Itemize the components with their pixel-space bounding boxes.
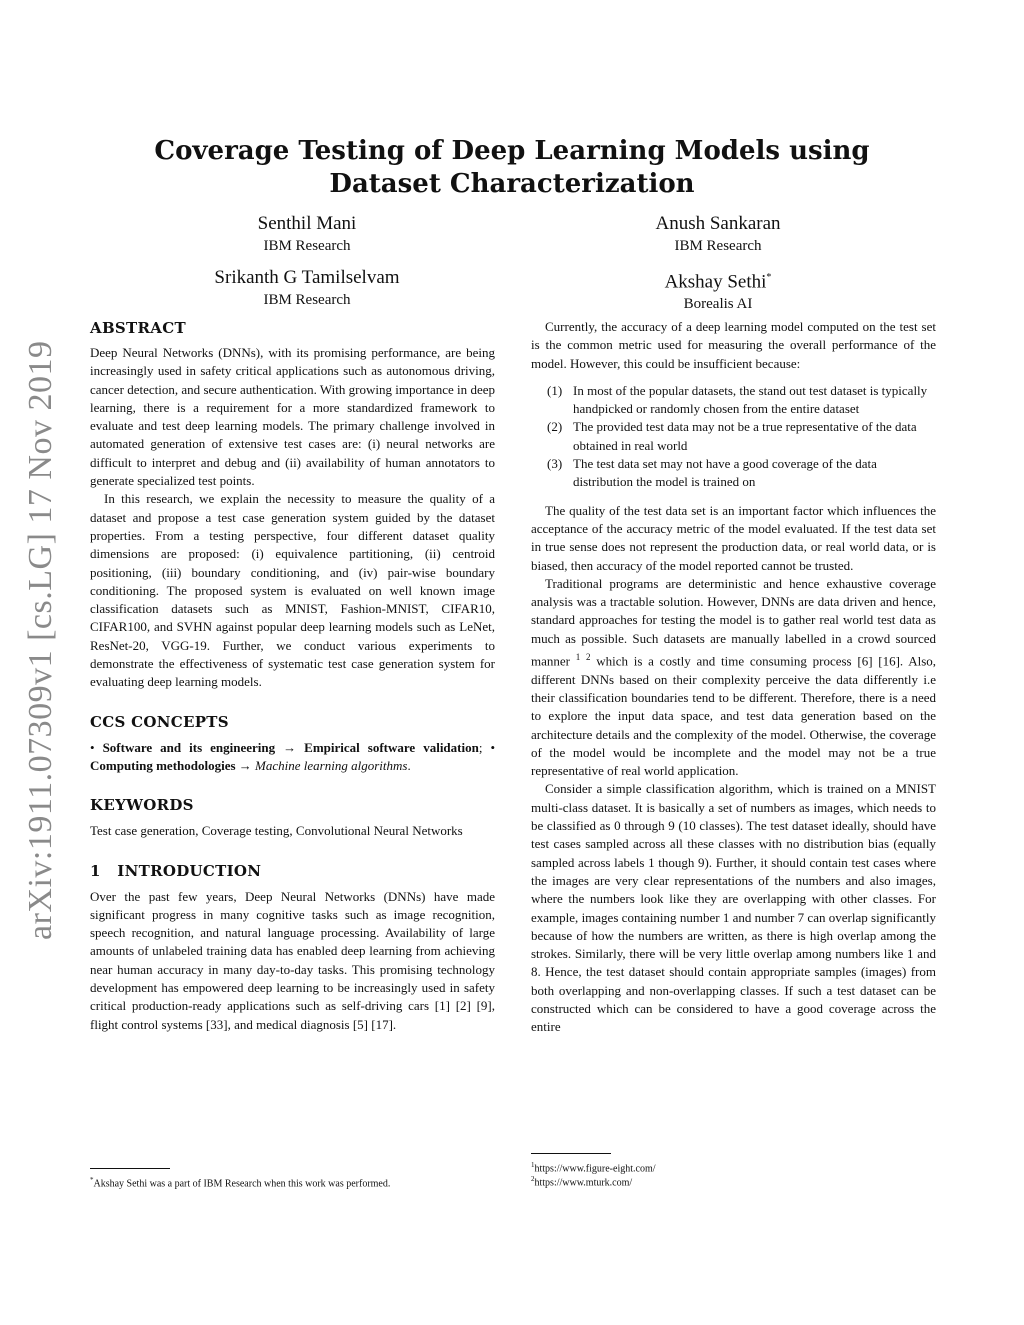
author-affiliation: Borealis AI bbox=[683, 296, 753, 313]
author-block bbox=[177, 213, 437, 256]
list-item-number: (3) bbox=[547, 456, 563, 472]
ccs-concepts-text: • Software and its engineering → Empirical software validation; • Computing methodologies → Machine learning algorithms. bbox=[90, 739, 496, 773]
introduction-paragraph: Over the past few years, Deep Neural Networks (DNNs) have made significant progress in many cognitive tasks such as image recognition, speech recognition, and natural language processing. Availability of large amounts of unlabeled training data has enabled deep learning from achieving near human accuracy in many day-to-day tasks. This promising technology development has empowered deep learning to be increasingly used in safety critical production-ready applications such as self-driving cars [1] [2] [9], flight control systems [33], and medical diagnosis [5] [17]. bbox=[90, 888, 495, 1032]
introduction-heading: 1 INTRODUCTION bbox=[90, 861, 262, 880]
footnote-ref: 2 bbox=[585, 652, 591, 663]
reasons-list bbox=[531, 382, 936, 492]
arxiv-identifier-stamp: arXiv:1911.07309v1 [cs.LG] 17 Nov 2019 bbox=[22, 340, 59, 940]
author-affiliation: IBM Research bbox=[674, 238, 762, 254]
author-affiliation: IBM Research bbox=[263, 292, 351, 308]
author-name: Senthil Mani bbox=[257, 213, 357, 234]
footnote-rule bbox=[531, 1153, 611, 1154]
body-paragraph: The quality of the test data set is an important factor which influences the acceptance of the accuracy metric of the model evaluated. If the test data set in true sense does not represent the production data, or real world data, or is biased, then accuracy of the model reported cannot be trusted. bbox=[531, 502, 936, 573]
author-block bbox=[588, 267, 848, 314]
ccs-concepts-heading: CCS CONCEPTS bbox=[90, 712, 229, 731]
list-item-text: In most of the popular datasets, the stand out test dataset is typically handpicked or randomly chosen from the entire dataset bbox=[573, 382, 928, 417]
list-item-number: (1) bbox=[547, 382, 563, 398]
list-item bbox=[531, 418, 936, 455]
author-block bbox=[588, 213, 848, 256]
footnote-ref: 1 bbox=[575, 652, 581, 663]
list-item bbox=[531, 382, 936, 419]
author-name: Srikanth G Tamilselvam bbox=[214, 267, 400, 288]
footnote: $^1$https://www.figure-eight.com/ bbox=[531, 1161, 656, 1175]
abstract-heading: ABSTRACT bbox=[90, 319, 186, 337]
author-block bbox=[177, 267, 437, 310]
list-item-number: (2) bbox=[547, 419, 563, 435]
keywords-text: Test case generation, Coverage testing, Convolutional Neural Networks bbox=[90, 823, 463, 839]
list-item-text: The provided test data may not be a true representative of the data obtained in real world bbox=[573, 419, 917, 453]
body-paragraph: Consider a simple classification algorithm, which is trained on a MNIST multi-class dataset. It is basically a set of numbers as images, which needs to be classified as 0 through 9 (10 classes). The test dataset ideally, should have test cases sampled across all these classes with no distribution bias (equally sampled across labels 1 though 9). Further, it should contain test cases where the images are very clear representations of the numbers and also images, where the numbers look like they are overlapping with other classes. For example, images containing number 1 and number 7 can overlap significantly because of how the numbers are written, as there is high overlap among the strokes. Similarly, there will be very little overlap among numbers like 1 and 8. Hence, the test dataset should contain appropriate samples (images) from both overlapping and non-overlapping classes. If such a test dataset can be constructed which can be considered to have a good coverage across the entire bbox=[531, 781, 936, 1035]
abstract-paragraph: Deep Neural Networks (DNNs), with its promising performance, are being increasingly used in safety critical applications such as autonomous driving, cancer detection, and secure authentication. With growing importance in deep learning, there is a requirement for a more standardized framework to evaluate and test deep learning models. The primary challenge involved in automated generation of extensive test cases are: (i) neural networks are difficult to interpret and debug and (ii) availability of human annotators to generate specialized test points. bbox=[90, 345, 495, 489]
abstract-paragraph: In this research, we explain the necessity to measure the quality of a dataset and propose a test case generation system guided by the dataset properties. From a testing perspective, four different dataset quality dimensions are proposed: (i) equivalence partitioning, (ii) centroid positioning, (iii) boundary conditioning, and (iv) pair-wise boundary conditioning. The proposed system is evaluated on well known image classification datasets such as MNIST, Fashion-MNIST, CIFAR10, CIFAR100, and SVHN against popular deep learning models such as LeNet, ResNet-20, VGG-19. Further, we conduct various experiments to demonstrate the effectiveness of systematic test case generation system for evaluating deep learning models. bbox=[90, 491, 495, 690]
body-paragraph: Currently, the accuracy of a deep learning model computed on the test set is the common metric used for measuring the overall performance of the model. However, this could be insufficient because: bbox=[531, 319, 936, 371]
right-column bbox=[531, 318, 936, 1037]
left-column bbox=[90, 318, 495, 1034]
author-affiliation: IBM Research bbox=[263, 238, 351, 254]
footnote-rule bbox=[90, 1168, 170, 1169]
footnote: $^2$https://www.mturk.com/ bbox=[531, 1175, 633, 1189]
list-item-text: The test data set may not have a good coverage of the data distribution the model is trained on bbox=[573, 456, 877, 490]
list-item bbox=[531, 455, 936, 492]
author-name: Anush Sankaran bbox=[655, 213, 781, 234]
keywords-heading: KEYWORDS bbox=[90, 796, 194, 815]
body-paragraph: Traditional programs are deterministic and hence exhaustive coverage analysis was a tractable solution. However, DNNs are data driven and hence, standard approaches for testing the model is to gather real world test data as much as possible. Such datasets are manually labelled in a crowd sourced manner $^1$ $^2$ which is a costly and time consuming process [6] [16]. Also, different DNNs based on their complexity perceive the data differently i.e their classification boundaries tend to be different. Therefore, there is a need to explore the input data space, and test data generation based on the architecture details and the complexity of the model. Otherwise, the coverage of the model would be incomplete and the model may not be a true representative of real world application. bbox=[531, 575, 937, 779]
paper-title: Coverage Testing of Deep Learning Models using Dataset Characterization bbox=[154, 136, 870, 199]
author-name: Akshay Sethi* bbox=[664, 271, 772, 293]
author-footnote-mark: * bbox=[766, 272, 772, 283]
footnote: *Akshay Sethi was a part of IBM Research when this work was performed. bbox=[90, 1176, 391, 1190]
